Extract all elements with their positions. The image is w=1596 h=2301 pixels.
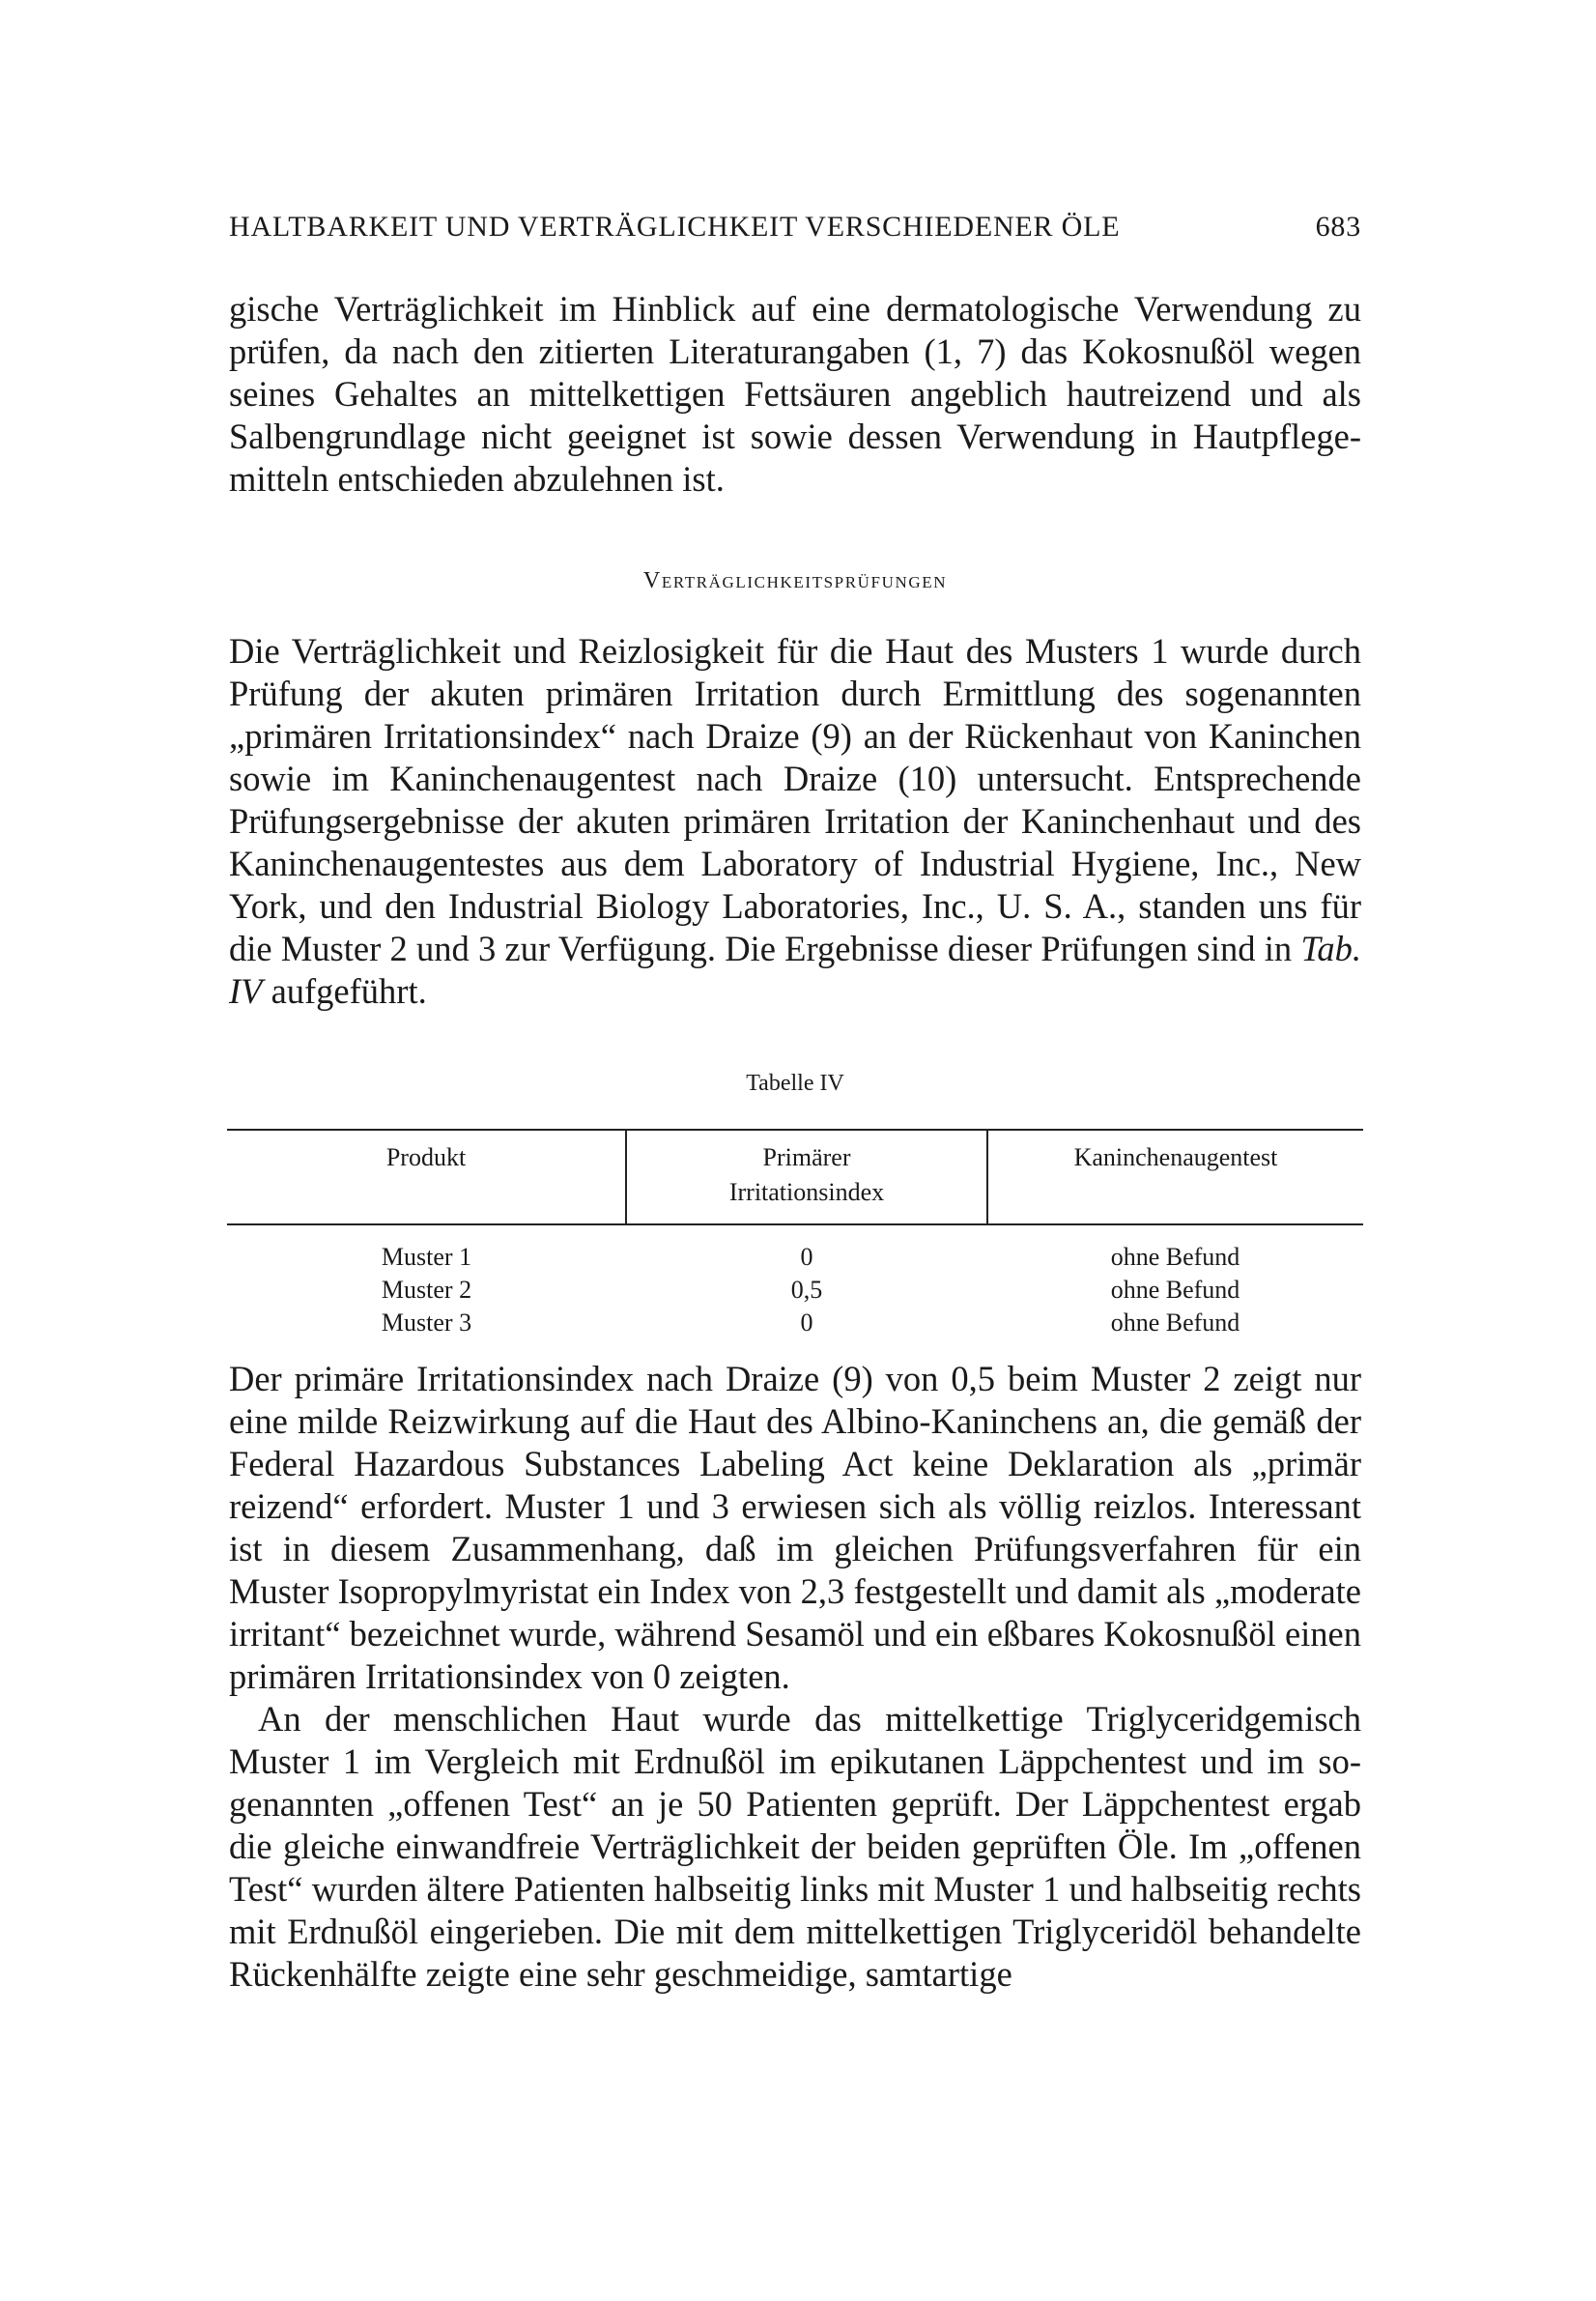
header-kaninchenaugentest: Kaninchenaugentest bbox=[987, 1130, 1363, 1224]
paragraph-2-text: Die Verträglichkeit und Reizlosigkeit für die Haut des Musters 1 wurde durch Prüfung der akuten primären Irritation durch Ermittlung des sogenannten „primären Irritationsindex“ nach Draize (9) an der Rückenhaut von Kaninchen sowie im Kaninchenaugentest nach Draize (10) untersucht. Entsprechende Prüfungsergebnisse der akuten primären Irritation der Kaninchenhaut und des Kaninchenaugentestes aus dem Laboratory of Industrial Hygiene, Inc., New York, und den Industrial Biology Laboratories, Inc., U. S. A., standen uns für die Muster 2 und 3 zur Verfügung. Die Ergebnisse dieser Prüfungen sind in bbox=[229, 631, 1361, 968]
page-number: 683 bbox=[1315, 211, 1361, 243]
paragraph-1: gische Verträglichkeit im Hinblick auf eine dermatologische Verwendung zu prüfen, da nach den zitierten Literaturangaben (1, 7) das Kokosnußöl wegen seines Gehaltes an mittelkettigen Fettsäuren angeblich hautreizend und als Salbengrundlage nicht geeignet ist sowie dessen Verwendung in Hautpflegemitteln entschieden abzulehnen ist. bbox=[229, 289, 1361, 499]
cell-augentest: ohne Befund bbox=[1110, 1276, 1240, 1304]
cell-index: 0,5 bbox=[790, 1276, 823, 1304]
cell-produkt: Muster 3 bbox=[381, 1309, 472, 1337]
paragraph-4: An der menschlichen Haut wurde das mittelkettige Triglyceridgemisch Muster 1 im Vergleich mit Erdnußöl im epikutanen Läppchentest und im sogenannten „offenen Test“ an je 50 Patienten geprüft. Der Läppchentest ergab die gleiche einwandfreie Verträglichkeit der beiden geprüften Öle. Im „offenen Test“ wurden ältere Patienten halbseitig links mit Muster 1 und halbseitig rechts mit Erdnußöl eingerieben. Die mit dem mittelkettigen Triglyceridöl behandelte Rückenhälfte zeigte eine sehr geschmeidige, samtartige bbox=[229, 1699, 1361, 1994]
table-row bbox=[227, 1224, 1363, 1274]
running-head bbox=[229, 211, 1361, 249]
cell-index: 0 bbox=[800, 1243, 813, 1271]
cell-augentest: ohne Befund bbox=[1110, 1309, 1240, 1337]
results-table bbox=[227, 1129, 1363, 1339]
cell-augentest: ohne Befund bbox=[1110, 1243, 1240, 1271]
section-heading: Verträglichkeitsprüfungen bbox=[642, 568, 948, 593]
header-irritationsindex-text: Primärer Irritationsindex bbox=[728, 1143, 885, 1206]
header-irritationsindex bbox=[626, 1130, 987, 1224]
running-head-title: HALTBARKEIT UND VERTRÄGLICHKEIT VERSCHIEDENER ÖLE bbox=[229, 211, 1121, 243]
table-reference: Tab. IV bbox=[229, 929, 1362, 1011]
table-row bbox=[227, 1307, 1363, 1339]
paragraph-2-tail: aufgeführt. bbox=[271, 971, 427, 1011]
cell-index: 0 bbox=[800, 1309, 813, 1337]
table-caption: Tabelle IV bbox=[746, 1071, 844, 1096]
paragraph-3: Der primäre Irritationsindex nach Draize (9) von 0,5 beim Muster 2 zeigt nur eine milde Reizwirkung auf die Haut des Albino-Kaninchens an, die gemäß der Federal Hazardous Substances Labeling Act keine Deklaration als „primär reizend“ erfordert. Muster 1 und 3 erwiesen sich als völlig reizlos. Interessant ist in diesem Zusammenhang, daß im gleichen Prüfungsverfahren für ein Muster Isopropylmyristat ein Index von 2,3 festgestellt und damit als „moderate irritant“ bezeichnet wurde, während Sesamöl und ein eßbares Kokosnußöl einen primären Irritationsindex von 0 zeigten. bbox=[229, 1359, 1361, 1696]
table-row bbox=[227, 1274, 1363, 1307]
table-header-row bbox=[227, 1130, 1363, 1224]
cell-produkt: Muster 1 bbox=[381, 1243, 472, 1271]
paragraph-2 bbox=[229, 630, 1361, 1013]
header-produkt: Produkt bbox=[227, 1130, 626, 1224]
cell-produkt: Muster 2 bbox=[381, 1276, 472, 1304]
